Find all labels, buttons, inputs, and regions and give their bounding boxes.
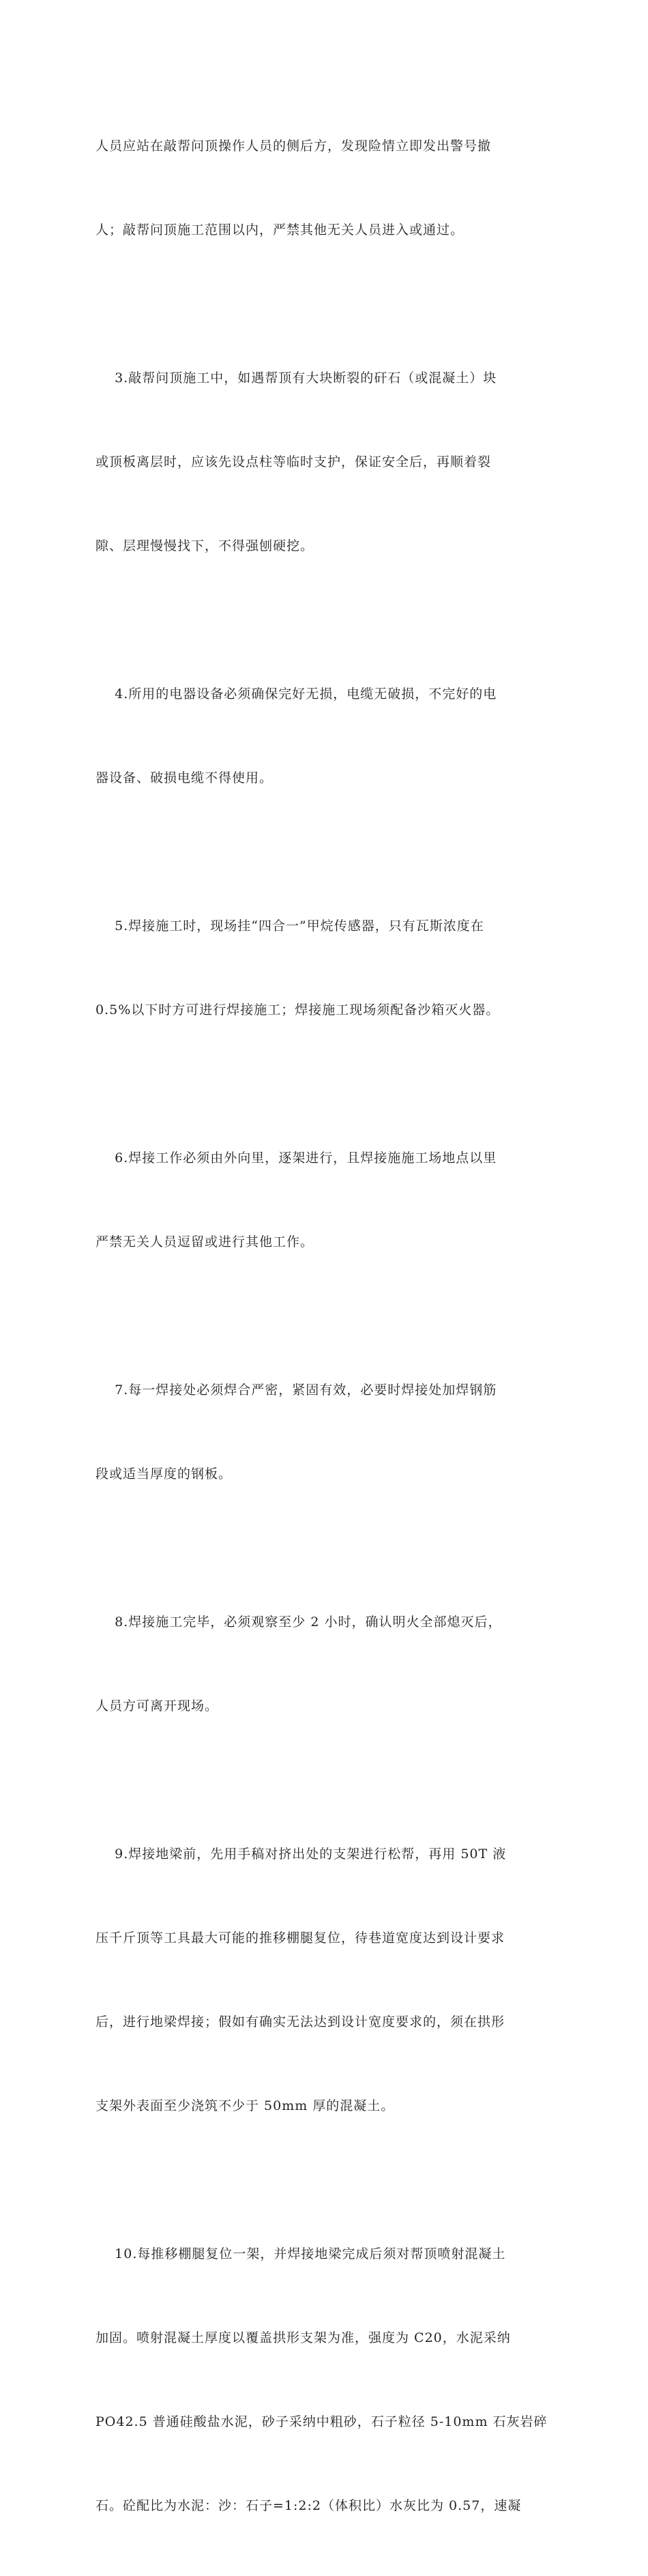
text-line: 隙、层理慢慢找下，不得强刨硬挖。 bbox=[95, 538, 314, 553]
paragraph-item-3 bbox=[95, 308, 554, 616]
paragraph-item-8 bbox=[95, 1552, 554, 1776]
text-line: 器设备、破损电缆不得使用。 bbox=[95, 770, 274, 785]
paragraph-item-9 bbox=[95, 1784, 554, 2176]
text-line: 严禁无关人员逗留或进行其他工作。 bbox=[95, 1234, 314, 1249]
text-line: 后，进行地梁焊接；假如有确实无法达到设计宽度要求的，须在拱形 bbox=[95, 2014, 505, 2029]
text-line: 支架外表面至少浇筑不少于 50mm 厚的混凝土。 bbox=[95, 2098, 395, 2113]
text-line: PO42.5 普通硅酸盐水泥，砂子采纳中粗砂，石子粒径 5-10mm 石灰岩碎 bbox=[95, 2414, 548, 2429]
text-line: 或顶板离层时，应该先设点柱等临时支护，保证安全后，再顺着裂 bbox=[95, 454, 492, 469]
text-line: 8.焊接施工完毕，必须观察至少 2 小时，确认明火全部熄灭后， bbox=[95, 1615, 502, 1630]
paragraph-continued bbox=[95, 76, 554, 300]
text-line: 4.所用的电器设备必须确保完好无损，电缆无破损，不完好的电 bbox=[95, 686, 497, 701]
text-line: 0.5%以下时方可进行焊接施工；焊接施工现场须配备沙箱灭火器。 bbox=[95, 1002, 500, 1017]
text-line: 加固。喷射混凝土厚度以覆盖拱形支架为准，强度为 C20，水泥采纳 bbox=[95, 2330, 511, 2345]
paragraph-item-4 bbox=[95, 624, 554, 848]
paragraph-item-5 bbox=[95, 856, 554, 1080]
text-line: 压千斤顶等工具最大可能的推移棚腿复位，待巷道宽度达到设计要求 bbox=[95, 1930, 505, 1945]
text-line: 石。砼配比为水泥：沙：石子=1:2:2（体积比）水灰比为 0.57，速凝 bbox=[95, 2498, 522, 2513]
text-line: 人；敲帮问顶施工范围以内，严禁其他无关人员进入或通过。 bbox=[95, 222, 465, 237]
paragraph-item-6 bbox=[95, 1088, 554, 1312]
text-line: 9.焊接地梁前，先用手稿对挤出处的支架进行松帮，再用 50T 液 bbox=[95, 1847, 507, 1862]
text-line: 7.每一焊接处必须焊合严密，紧固有效，必要时焊接处加焊钢筋 bbox=[95, 1383, 497, 1398]
text-line: 10.每推移棚腿复位一架，并焊接地梁完成后须对帮顶喷射混凝土 bbox=[95, 2246, 506, 2261]
text-line: 人员应站在敲帮问顶操作人员的侧后方，发现险情立即发出警号撤 bbox=[95, 139, 492, 154]
text-line: 5.焊接施工时，现场挂“四合一”甲烷传感器，只有瓦斯浓度在 bbox=[95, 918, 484, 934]
paragraph-item-7 bbox=[95, 1320, 554, 1544]
text-line: 人员方可离开现场。 bbox=[95, 1698, 219, 1713]
paragraph-item-10 bbox=[95, 2184, 554, 2576]
text-line: 6.焊接工作必须由外向里，逐架进行，且焊接施施工场地点以里 bbox=[95, 1150, 497, 1166]
text-line: 3.敲帮问顶施工中，如遇帮顶有大块断裂的矸石（或混凝土）块 bbox=[95, 371, 497, 386]
text-line: 段或适当厚度的钢板。 bbox=[95, 1466, 233, 1481]
